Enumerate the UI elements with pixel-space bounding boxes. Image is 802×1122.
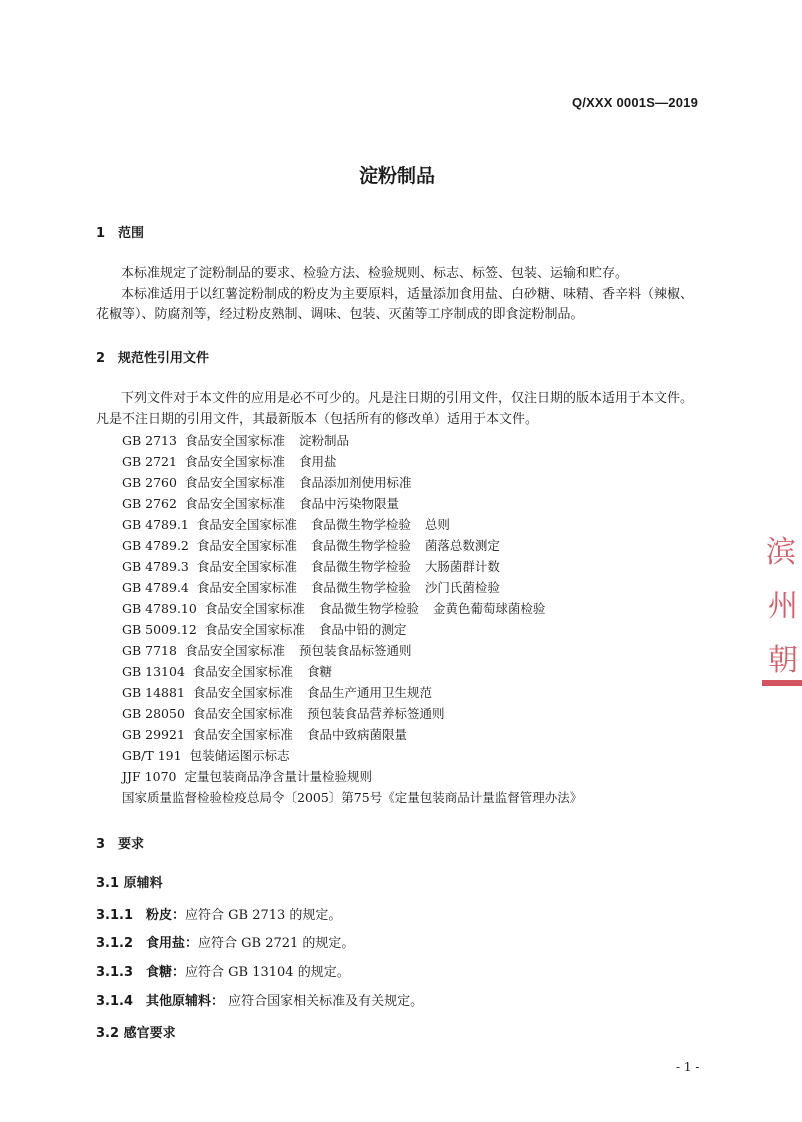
clause: [96, 961, 350, 980]
ref-code: GB 2760: [122, 475, 177, 490]
reference-item: [122, 578, 514, 596]
ref-subtitle: 食品添加剂使用标准: [298, 475, 412, 490]
reference-item: [122, 704, 458, 722]
section-number: 3: [96, 837, 106, 852]
reference-item: [122, 662, 346, 680]
ref-code: GB 13104: [122, 664, 185, 679]
clause-text: 应符合 GB 13104 的规定。: [185, 965, 350, 980]
clause: [96, 990, 423, 1009]
reference-item: [122, 473, 426, 491]
ref-code: GB 5009.12: [122, 622, 197, 637]
clause-number: 3.1.4: [96, 994, 134, 1009]
ref-title: 食品安全国家标准: [196, 559, 297, 574]
red-seal-stamp: [762, 520, 802, 690]
reference-item: [122, 620, 420, 638]
ref-title: 食品安全国家标准: [192, 727, 293, 742]
ref-code: GB 2762: [122, 496, 177, 511]
ref-title: 食品安全国家标准: [184, 454, 285, 469]
reference-item: [122, 599, 559, 617]
svg-text:朝: 朝: [768, 643, 798, 678]
ref-subtitle: 食品生产通用卫生规范: [306, 685, 432, 700]
subsection-title: 感官要求: [123, 1026, 176, 1041]
reference-item: [122, 494, 413, 512]
clause-text: 应符合 GB 2721 的规定。: [198, 936, 355, 951]
reference-item: [122, 746, 304, 764]
clause-number: 3.1.1: [96, 908, 134, 923]
subsection-number: 3.2: [96, 1026, 120, 1041]
paragraph: 下列文件对于本文件的应用是必不可少的。凡是注日期的引用文件，仅注日期的版本适用于本文件。: [121, 391, 694, 406]
seal-graphic: [762, 520, 802, 690]
ref-code: GB 4789.10: [122, 601, 197, 616]
reference-item: [122, 725, 421, 743]
section-title: 要求: [118, 837, 145, 852]
clause-key: 粉皮：: [146, 908, 186, 923]
reference-item: [122, 767, 386, 785]
ref-subtitle: 食品微生物学检验: [310, 559, 411, 574]
clause-text: 应符合 GB 2713 的规定。: [185, 908, 342, 923]
clause-number: 3.1.2: [96, 936, 134, 951]
ref-subtitle: 食品微生物学检验: [310, 517, 411, 532]
clause-text: 应符合国家相关标准及有关规定。: [228, 994, 424, 1009]
paragraph: 凡是不注日期的引用文件，其最新版本（包括所有的修改单）适用于本文件。: [96, 412, 539, 427]
clause-key: 食用盐：: [146, 936, 199, 951]
ref-subtitle: 食品微生物学检验: [318, 601, 419, 616]
ref-subtitle: 食品微生物学检验: [310, 580, 411, 595]
ref-subtitle: 食品中污染物限量: [298, 496, 399, 511]
ref-title: 食品安全国家标准: [196, 517, 297, 532]
ref-title: 食品安全国家标准: [196, 538, 297, 553]
ref-title: 食品安全国家标准: [184, 643, 285, 658]
ref-code: GB/T 191: [122, 748, 182, 763]
ref-subtitle-2: 大肠菌群计数: [424, 559, 500, 574]
clause-key: 其他原辅料：: [146, 994, 225, 1009]
ref-subtitle: 淀粉制品: [298, 433, 349, 448]
section-3-heading: [96, 833, 144, 852]
reference-item: [122, 515, 464, 533]
standard-code: Q/XXX 0001S—2019: [571, 95, 698, 110]
ref-subtitle: 食品中铅的测定: [318, 622, 407, 637]
reference-item: [122, 788, 590, 806]
ref-title: 食品安全国家标准: [192, 706, 293, 721]
ref-code: GB 29921: [122, 727, 185, 742]
ref-code: GB 2721: [122, 454, 177, 469]
page-number: - 1 -: [676, 1060, 700, 1074]
ref-subtitle: 食糖: [306, 664, 332, 679]
ref-title: 定量包装商品净含量计量检验规则: [184, 769, 372, 784]
clause-key: 食糖：: [146, 965, 186, 980]
section-number: 2: [96, 351, 106, 366]
clause: [96, 932, 354, 951]
ref-title: 食品安全国家标准: [204, 601, 305, 616]
ref-title: 食品安全国家标准: [184, 433, 285, 448]
ref-subtitle: 预包装食品标签通则: [298, 643, 412, 658]
subsection-3-1-heading: [96, 872, 163, 891]
ref-code: GB 4789.3: [122, 559, 189, 574]
paragraph: 本标准规定了淀粉制品的要求、检验方法、检验规则、标志、标签、包装、运输和贮存。: [121, 266, 629, 281]
ref-subtitle-2: 金黄色葡萄球菌检验: [432, 601, 546, 616]
ref-subtitle: 食品中致病菌限量: [306, 727, 407, 742]
svg-text:滨: 滨: [766, 535, 796, 570]
reference-item: [122, 431, 363, 449]
paragraph: 本标准适用于以红薯淀粉制成的粉皮为主要原料，适量添加食用盐、白砂糖、味精、香辛料（辣椒、: [121, 287, 694, 302]
ref-code: GB 4789.4: [122, 580, 189, 595]
reference-item: [122, 452, 351, 470]
ref-title: 食品安全国家标准: [184, 496, 285, 511]
ref-subtitle: 食用盐: [298, 454, 337, 469]
ref-subtitle-2: 菌落总数测定: [424, 538, 500, 553]
subsection-title: 原辅料: [123, 876, 163, 891]
ref-code: GB 7718: [122, 643, 177, 658]
ref-code: JJF 1070: [122, 769, 177, 784]
ref-title: 食品安全国家标准: [204, 622, 305, 637]
ref-code: GB 14881: [122, 685, 185, 700]
section-1-heading: [96, 222, 144, 241]
svg-text:州: 州: [768, 589, 798, 624]
ref-title: 食品安全国家标准: [192, 664, 293, 679]
ref-code: GB 2713: [122, 433, 177, 448]
ref-subtitle: 食品微生物学检验: [310, 538, 411, 553]
ref-title: 食品安全国家标准: [184, 475, 285, 490]
ref-subtitle: 预包装食品营养标签通则: [306, 706, 445, 721]
subsection-number: 3.1: [96, 876, 120, 891]
section-title: 规范性引用文件: [118, 351, 210, 366]
reference-item: [122, 557, 514, 575]
ref-code: 国家质量监督检验检疫总局令〔2005〕第75号《定量包装商品计量监督管理办法》: [122, 790, 583, 805]
ref-code: GB 28050: [122, 706, 185, 721]
reference-item: [122, 536, 514, 554]
ref-code: GB 4789.1: [122, 517, 189, 532]
paragraph: 花椒等）、防腐剂等，经过粉皮熟制、调味、包装、灭菌等工序制成的即食淀粉制品。: [96, 307, 584, 322]
section-title: 范围: [118, 226, 145, 241]
ref-title: 包装储运图示标志: [189, 748, 290, 763]
document-title: 淀粉制品: [358, 165, 435, 187]
ref-title: 食品安全国家标准: [196, 580, 297, 595]
section-number: 1: [96, 226, 106, 241]
section-2-heading: [96, 347, 209, 366]
ref-code: GB 4789.2: [122, 538, 189, 553]
ref-subtitle-2: 沙门氏菌检验: [424, 580, 500, 595]
clause-number: 3.1.3: [96, 965, 134, 980]
ref-subtitle-2: 总则: [424, 517, 450, 532]
reference-item: [122, 683, 446, 701]
clause: [96, 904, 341, 923]
subsection-3-2-heading: [96, 1022, 176, 1041]
reference-item: [122, 641, 426, 659]
ref-title: 食品安全国家标准: [192, 685, 293, 700]
